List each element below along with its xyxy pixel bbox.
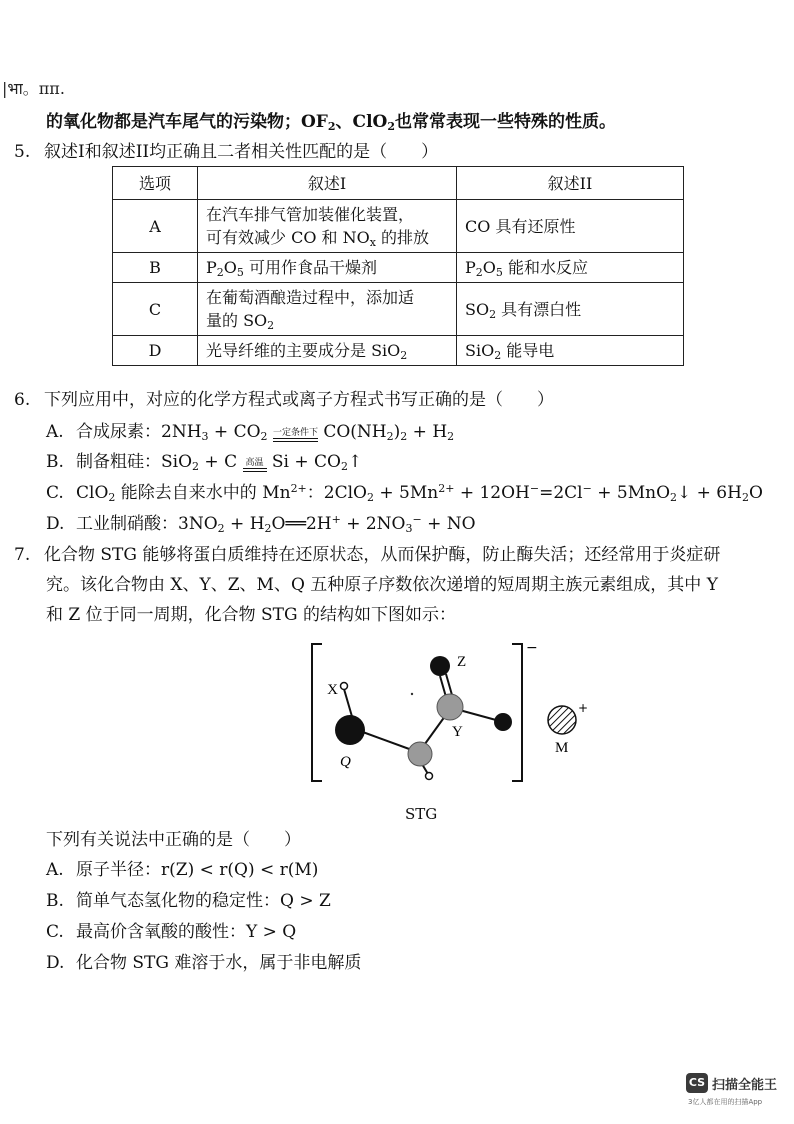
q5-stem: 叙述I和叙述II均正确且二者相关性匹配的是（ ） xyxy=(44,142,439,162)
q5-number: 5. xyxy=(14,142,31,162)
charge-minus: − xyxy=(526,640,538,656)
atom-y xyxy=(437,694,463,720)
q7-option-c: C. 最高价含氧酸的酸性：Y > Q xyxy=(46,922,297,942)
q7-sub-stem: 下列有关说法中正确的是（ ） xyxy=(46,830,301,850)
cut-off-text: |भा。ᴨᴨ. xyxy=(2,79,65,98)
q6-option-d: D. 工业制硝酸：$3NO_2$ + $H_2O══2H^+ + 2NO_3^-$ + NO xyxy=(46,513,476,535)
q7-option-a: A. 原子半径：r(Z) < r(Q) < r(M) xyxy=(46,860,319,880)
option-label: C. xyxy=(46,922,64,942)
atom-s xyxy=(408,742,432,766)
row-option: A xyxy=(113,200,198,253)
header-statement-1: 叙述I xyxy=(198,167,457,200)
stg-structure-figure xyxy=(300,636,600,826)
label-m: M xyxy=(555,740,569,756)
left-bracket xyxy=(312,644,322,781)
q7-option-b: B. 简单气态氢化物的稳定性：Q > Z xyxy=(46,891,331,911)
q6-number: 6. xyxy=(14,390,31,410)
row-statement-2: $SO_2$ 具有漂白性 xyxy=(457,283,684,336)
label-q: Q xyxy=(340,754,351,770)
scanner-logo-icon: CS xyxy=(686,1073,708,1093)
option-label: D. xyxy=(46,514,65,534)
option-label: A. xyxy=(46,422,64,442)
atom-x xyxy=(341,683,348,690)
q6-option-b: B. 制备粗硅：SiO$_2$ + C 高温 $Si + CO_2↑$ xyxy=(46,452,363,473)
row-statement-2: CO 具有还原性 xyxy=(457,200,684,253)
scanner-tagline: 3亿人都在用的扫描App xyxy=(688,1098,763,1106)
header-statement-2: 叙述II xyxy=(457,167,684,200)
table-row xyxy=(113,283,684,336)
row-statement-1: $P_2O_5$ 可用作食品干燥剂 xyxy=(198,253,457,283)
row-statement-1: 在汽车排气管加装催化装置， 可有效减少 CO 和 $NO_x$ 的排放 xyxy=(198,200,457,253)
q7-line-2: 究。该化合物由 X、Y、Z、M、Q 五种原子序数依次递增的短周期主族元素组成，其中 Y xyxy=(46,575,718,595)
header-option: 选项 xyxy=(113,167,198,200)
row-option: B xyxy=(113,253,198,283)
label-x: X xyxy=(327,682,338,698)
row-statement-1: 在葡萄酒酿造过程中，添加适 量的 $SO_2$ xyxy=(198,283,457,336)
row-statement-2: $P_2O_5$ 能和水反应 xyxy=(457,253,684,283)
atom-z xyxy=(430,656,450,676)
scanner-name: 扫描全能王 xyxy=(712,1078,778,1093)
q6-stem: 下列应用中，对应的化学方程式或离子方程式书写正确的是（ ） xyxy=(44,390,554,410)
row-option: C xyxy=(113,283,198,336)
row-option: D xyxy=(113,336,198,366)
table-row xyxy=(113,200,684,253)
q6-option-c: C. ClO$_2$ 能除去自来水中的 $Mn^{2+}$：$2ClO_2 + 5Mn^{2+} + 12OH^-=2Cl^-$ + 5MnO$_2$↓ + $6H_2O$ xyxy=(46,482,763,504)
option-label: C. xyxy=(46,483,64,503)
table-header-row xyxy=(113,167,684,200)
right-bracket xyxy=(512,644,522,781)
q5-table xyxy=(112,166,684,366)
atom-o xyxy=(494,713,512,731)
q7-number: 7. xyxy=(14,545,31,565)
atom-h xyxy=(426,773,433,780)
reaction-arrow: 一定条件下 xyxy=(273,428,318,442)
option-label: B. xyxy=(46,452,64,472)
table-row xyxy=(113,253,684,283)
q6-option-a: A. 合成尿素：$2NH_3 + CO_2$ 一定条件下 $CO(NH_2)_2 + H_2$ xyxy=(46,422,455,443)
row-statement-2: SiO$_2$ 能导电 xyxy=(457,336,684,366)
atom-m xyxy=(548,706,576,734)
q7-line-3: 和 Z 位于同一周期，化合物 STG 的结构如下图如示： xyxy=(46,605,456,625)
row-statement-1: 光导纤维的主要成分是 SiO$_2$ xyxy=(198,336,457,366)
option-label: B. xyxy=(46,891,64,911)
q7-line-1: 7. 化合物 STG 能够将蛋白质维持在还原状态，从而保护酶，防止酶失活；还经常用于炎症研 xyxy=(14,545,721,565)
option-label: D. xyxy=(46,953,65,973)
label-z: Z xyxy=(457,654,467,670)
q7-option-d: D. 化合物 STG 难溶于水，属于非电解质 xyxy=(46,953,362,973)
table-row xyxy=(113,336,684,366)
q5-stem-line xyxy=(14,140,438,164)
q6-stem-line xyxy=(14,388,554,412)
atom-q xyxy=(335,715,365,745)
intro-line: 的氧化物都是汽车尾气的污染物；$OF_2$、ClO$_2$也常常表现一些特殊的性质。 xyxy=(46,112,616,133)
label-y: Y xyxy=(452,724,463,740)
figure-caption: STG xyxy=(405,805,438,823)
option-label: A. xyxy=(46,860,64,880)
reaction-arrow: 高温 xyxy=(243,458,267,472)
charge-plus: + xyxy=(578,701,589,715)
